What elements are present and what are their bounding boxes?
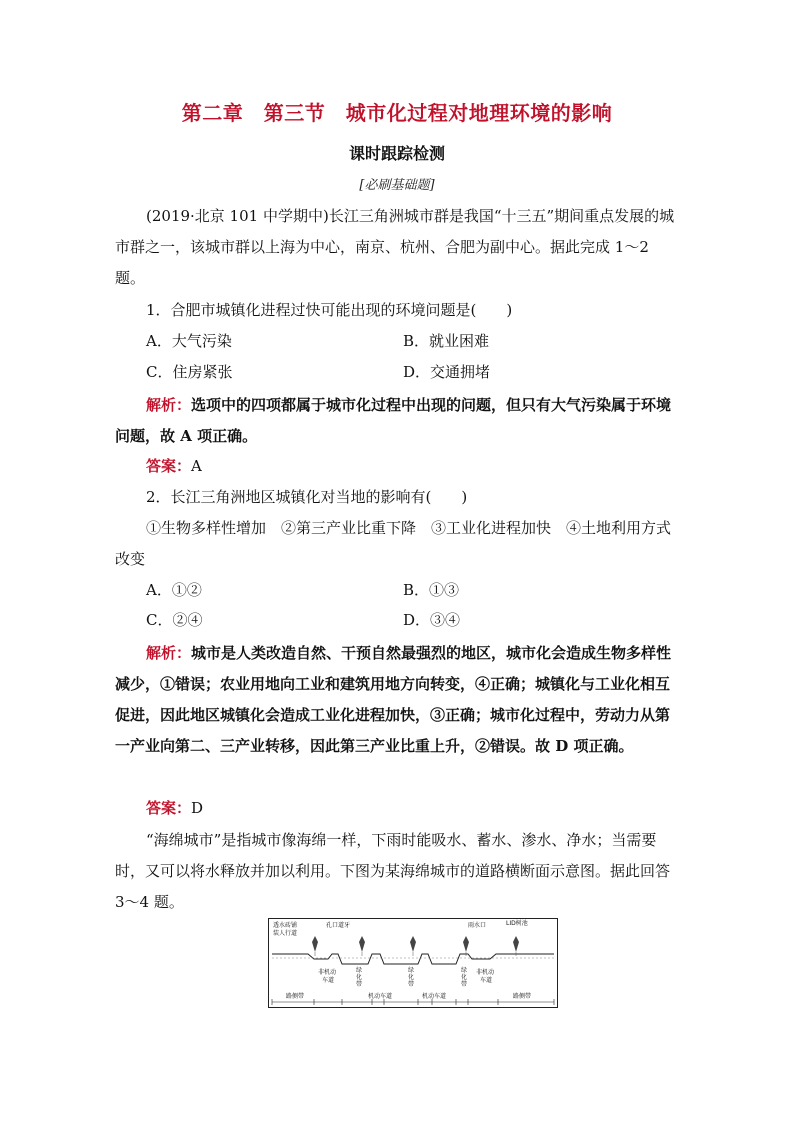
q1-option-c: C．住房紧张 xyxy=(146,363,233,381)
analysis-text: 选项中的四项都属于城市化过程中出现的问题，但只有大气污染属于环境问题，故 A 项正确。 xyxy=(115,396,672,445)
question-2-stem: 2．长江三角洲地区城镇化对当地的影响有( ) xyxy=(146,488,468,506)
svg-text:带: 带 xyxy=(461,981,468,988)
intro-text: 长江三角洲城市群是我国“十三五”期间重点发展的城市群之一，该城市群以上海为中心，南京、杭州、合肥为副中心。据此完成 1～2 题。 xyxy=(115,207,675,287)
q2-items: ①生物多样性增加 ②第三产业比重下降 ③工业化进程加快 ④土地利用方式改变 xyxy=(115,519,672,568)
road-cross-section-diagram xyxy=(268,918,558,1008)
answer-label: 答案： xyxy=(146,799,192,817)
q2-answer xyxy=(146,798,203,818)
label-permeable-2: 装人行道 xyxy=(273,930,298,937)
label-permeable-1: 透水砖铺 xyxy=(273,922,298,929)
q1-answer xyxy=(146,456,202,476)
analysis-label: 解析： xyxy=(146,644,192,662)
q2-option-b: B．①③ xyxy=(403,581,460,599)
page-title: 第二章 第三节 城市化过程对地理环境的影响 xyxy=(181,101,613,125)
q1-option-d: D．交通拥堵 xyxy=(403,363,491,381)
svg-text:绿: 绿 xyxy=(356,967,363,974)
section-label: [必刷基础题] xyxy=(359,178,435,193)
q1-analysis xyxy=(115,390,680,452)
label-motor-2: 机动车道 xyxy=(422,993,447,1000)
label-nonmotor-left-2: 车道 xyxy=(322,977,335,984)
label-side-left: 路侧带 xyxy=(286,993,305,1000)
intro-source: (2019·北京 101 中学期中) xyxy=(146,207,329,225)
label-nonmotor-right-1: 非机动 xyxy=(476,969,495,976)
svg-text:带: 带 xyxy=(408,981,415,988)
q2-option-d: D．③④ xyxy=(403,611,461,629)
q2-option-c: C．②④ xyxy=(146,611,203,629)
q1-option-b: B．就业困难 xyxy=(403,332,490,350)
label-motor-1: 机动车道 xyxy=(368,993,393,1000)
label-side-right: 路侧带 xyxy=(513,993,532,1000)
q2-analysis xyxy=(115,638,680,762)
svg-text:化: 化 xyxy=(461,974,468,981)
svg-text:绿: 绿 xyxy=(408,967,415,974)
intro-paragraph-1 xyxy=(115,201,680,294)
label-rain-inlet: 雨水口 xyxy=(468,922,487,929)
answer-value: A xyxy=(191,457,202,475)
answer-value: D xyxy=(191,799,204,817)
q2-option-a: A．①② xyxy=(146,581,202,599)
label-curb: 孔口道牙 xyxy=(326,922,351,929)
label-nonmotor-left-1: 非机动 xyxy=(318,969,337,976)
label-lid: LID树池 xyxy=(506,920,528,927)
svg-text:绿: 绿 xyxy=(461,967,468,974)
svg-text:带: 带 xyxy=(356,981,363,988)
page-subtitle: 课时跟踪检测 xyxy=(348,144,445,163)
answer-label: 答案： xyxy=(146,457,192,475)
svg-text:化: 化 xyxy=(408,974,415,981)
intro-paragraph-2: “海绵城市”是指城市像海绵一样，下雨时能吸水、蓄水、渗水、净水；当需要时，又可以将水释放并加以利用。下图为某海绵城市的道路横断面示意图。据此回答 3～4 题。 xyxy=(115,831,671,911)
question-1-stem: 1．合肥市城镇化进程过快可能出现的环境问题是( ) xyxy=(146,301,513,319)
q1-option-a: A．大气污染 xyxy=(146,332,232,350)
analysis-text: 城市是人类改造自然、干预自然最强烈的地区，城市化会造成生物多样性减少，①错误；农业用地向工业和建筑用地方向转变，④正确；城镇化与工业化相互促进，因此地区城镇化会造成工业化进程加快，③正确；城市化过程中，劳动力从第一产业向第二、三产业转移，因此第三产业比重上升，②错误。故 D 项正确。 xyxy=(115,644,672,755)
analysis-label: 解析： xyxy=(146,396,192,414)
svg-text:化: 化 xyxy=(356,974,363,981)
label-nonmotor-right-2: 车道 xyxy=(480,977,493,984)
